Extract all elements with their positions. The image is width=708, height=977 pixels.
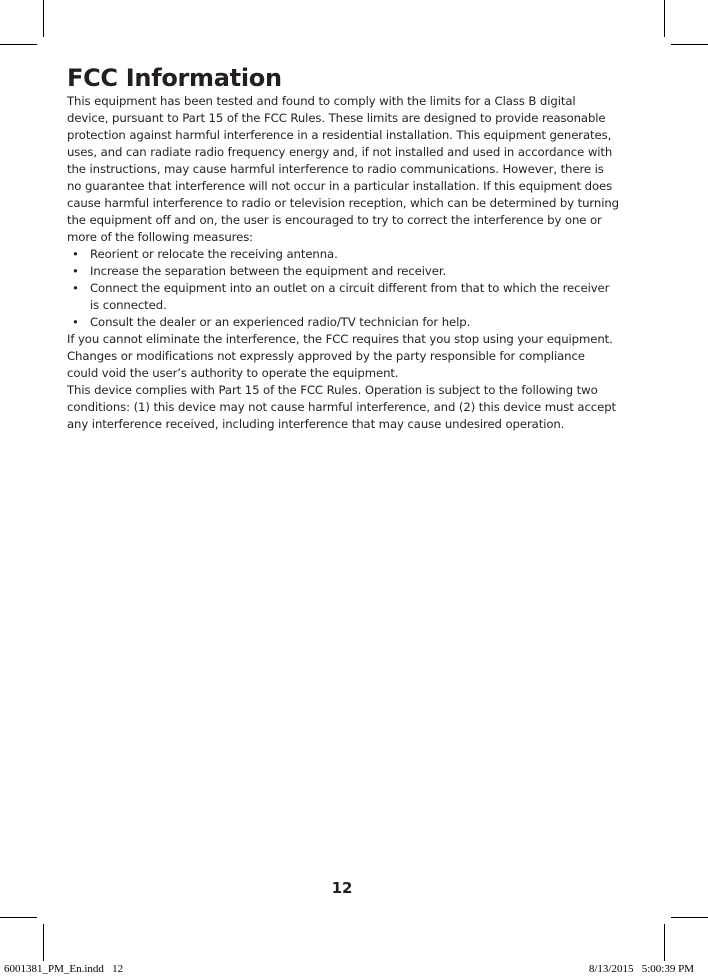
crop-mark-bottom-right-vertical bbox=[664, 924, 665, 961]
slug-timestamp: 8/13/2015 5:00:39 PM bbox=[588, 963, 694, 975]
list-item bbox=[67, 246, 619, 263]
section-title: FCC Information bbox=[67, 64, 282, 92]
crop-mark-top-right-horizontal bbox=[671, 44, 708, 45]
measure-text: Reorient or relocate the receiving antenna. bbox=[90, 247, 338, 261]
intro-paragraph: This equipment has been tested and found to comply with the limits for a Class B digital device, pursuant to Part 15 of the FCC Rules. These limits are designed to provide reasonable protection against harmful interference in a residential installation. This equipment generates, uses, and can radiate radio frequency energy and, if not installed and used in accordance with the instructions, may cause harmful interference to radio communications. However, there is no guarantee that interference will not occur in a particular installation. If this equipment does cause harmful interference to radio or television reception, which can be determined by turning the equipment off and on, the user is encouraged to try to correct the interference by one or more of the following measures: bbox=[67, 94, 620, 244]
crop-mark-bottom-left-horizontal bbox=[0, 917, 37, 918]
list-item bbox=[67, 314, 619, 331]
warning-paragraph: If you cannot eliminate the interference, the FCC requires that you stop using your equipment. Changes or modifications not expressly approved by the party responsible for compliance could void the user’s authority to operate the equipment. bbox=[67, 332, 613, 380]
measure-text: Consult the dealer or an experienced radio/TV technician for help. bbox=[90, 315, 471, 329]
slug-file-info: 6001381_PM_En.indd 12 bbox=[4, 963, 124, 975]
page-number: 12 bbox=[331, 879, 353, 897]
crop-mark-bottom-left-vertical bbox=[43, 924, 44, 961]
bullet-icon: • bbox=[72, 247, 79, 261]
bullet-icon: • bbox=[72, 315, 79, 329]
crop-mark-bottom-right-horizontal bbox=[671, 917, 708, 918]
measure-text: Increase the separation between the equipment and receiver. bbox=[90, 264, 447, 278]
bullet-icon: • bbox=[72, 264, 79, 278]
crop-mark-top-right-vertical bbox=[664, 0, 665, 37]
measures-list bbox=[67, 246, 619, 331]
fcc-section bbox=[67, 63, 619, 433]
compliance-paragraph: This device complies with Part 15 of the FCC Rules. Operation is subject to the following two conditions: (1) this device may not cause harmful interference, and (2) this device must accept any interference received, including interference that may cause undesired operation. bbox=[67, 383, 616, 431]
list-item bbox=[67, 280, 619, 314]
crop-mark-top-left-vertical bbox=[43, 0, 44, 37]
list-item bbox=[67, 263, 619, 280]
bullet-icon: • bbox=[72, 281, 79, 295]
crop-mark-top-left-horizontal bbox=[0, 44, 37, 45]
measure-text: Connect the equipment into an outlet on a circuit different from that to which the receiver is connected. bbox=[90, 281, 610, 312]
